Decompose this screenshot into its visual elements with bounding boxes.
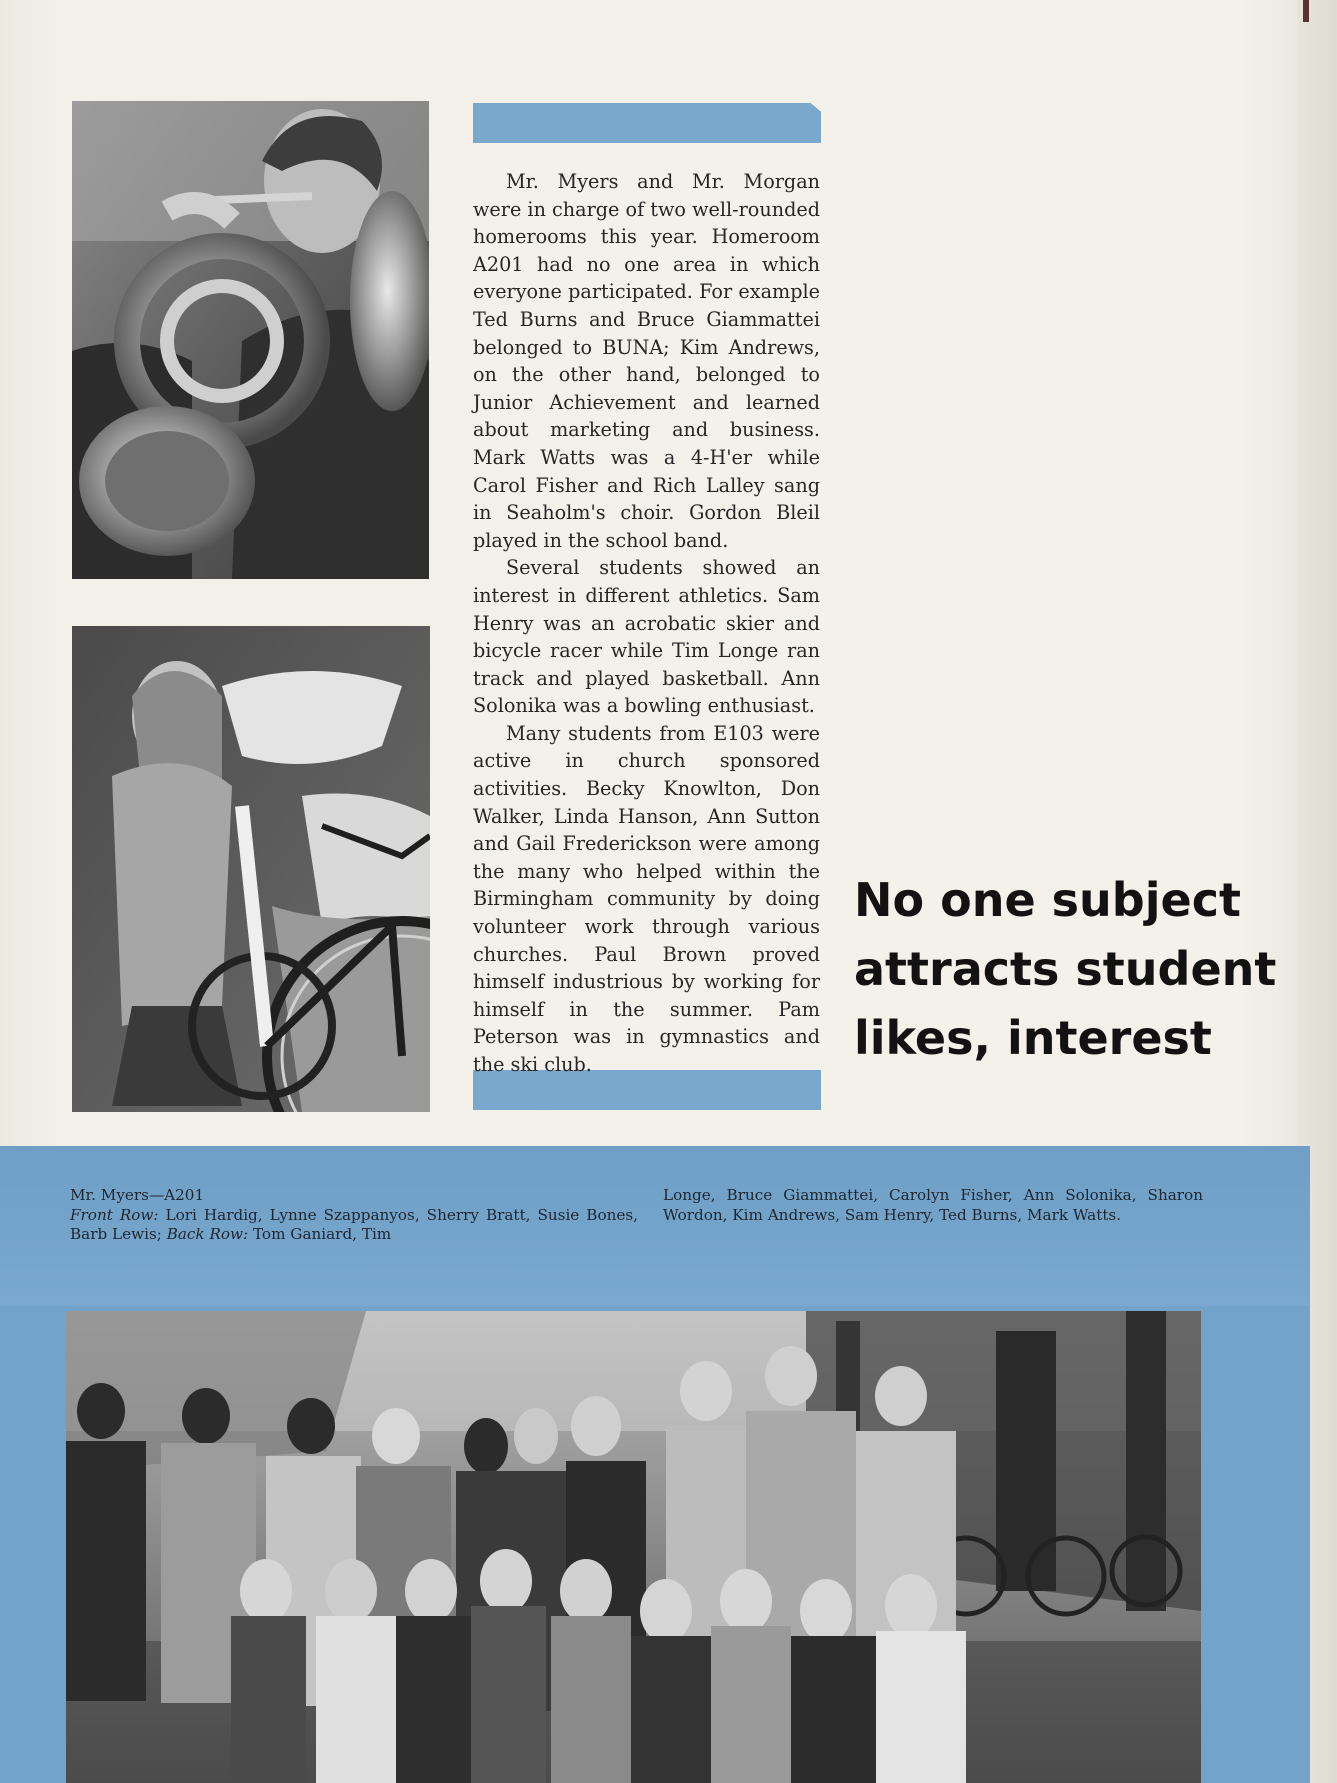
french-horn-player-image bbox=[72, 101, 429, 579]
article-paragraph: Several students showed an interest in different athletics. Sam Henry was an acrobatic skier and bicycle racer while Tim Longe ran track and played basketball. Ann Solonika was a bowling enthusiast. bbox=[473, 556, 820, 718]
headline-line: likes, interest bbox=[854, 1011, 1212, 1065]
back-row-label: Back Row: bbox=[166, 1225, 249, 1243]
front-row-label: Front Row: bbox=[70, 1205, 159, 1224]
back-row-names: Tom Ganiard, Tim bbox=[248, 1225, 392, 1243]
french-horn-player-photo bbox=[72, 101, 429, 579]
accent-stripe-top bbox=[473, 103, 821, 143]
article-paragraph: Many students from E103 were active in church sponsored activities. Becky Knowlton, Don Walker, Linda Hanson, Ann Sutton and Gail Frederickson were among the many who helped within the Birmingham community by doing volunteer work through various churches. Paul Brown proved himself industrious by working for himself in the summer. Pam Peterson was in gymnastics and the ski club. bbox=[473, 721, 820, 1076]
photo-caption-left bbox=[70, 1186, 638, 1245]
homeroom-label: Mr. Myers—A201 bbox=[70, 1186, 205, 1204]
group-photo bbox=[66, 1311, 1201, 1783]
back-row-names-continued: Longe, Bruce Giammattei, Carolyn Fisher, Ann Solonika, Sharon Wordon, Kim Andrews, Sam Henry, Ted Burns, Mark Watts. bbox=[663, 1186, 1203, 1224]
group-image bbox=[66, 1311, 1201, 1783]
headline bbox=[854, 866, 1294, 1073]
bicycle-photo bbox=[72, 626, 430, 1112]
roster-text-left bbox=[70, 1206, 638, 1245]
article-body bbox=[473, 168, 820, 1079]
front-row-names: Lori Hardig, Lynne Szappanyos, Sherry Bratt, Susie Bones, Barb Lewis; bbox=[70, 1205, 639, 1243]
bicycle-image bbox=[72, 626, 430, 1112]
headline-line: No one subject bbox=[854, 873, 1241, 927]
headline-line: attracts student bbox=[854, 942, 1277, 996]
article-paragraph: Mr. Myers and Mr. Morgan were in charge of two well-rounded homerooms this year. Homeroom A201 had no one area in which everyone participated. For example Ted Burns and Bruce Giammattei belonged to BUNA; Kim Andrews, on the other hand, belonged to Junior Achievement and learned about marketing and business. Mark Watts was a 4-H'er while Carol Fisher and Rich Lalley sang in Seaholm's choir. Gordon Bleil played in the school band. bbox=[473, 170, 820, 552]
photo-caption-right bbox=[663, 1186, 1203, 1225]
binding-mark bbox=[1303, 0, 1309, 22]
